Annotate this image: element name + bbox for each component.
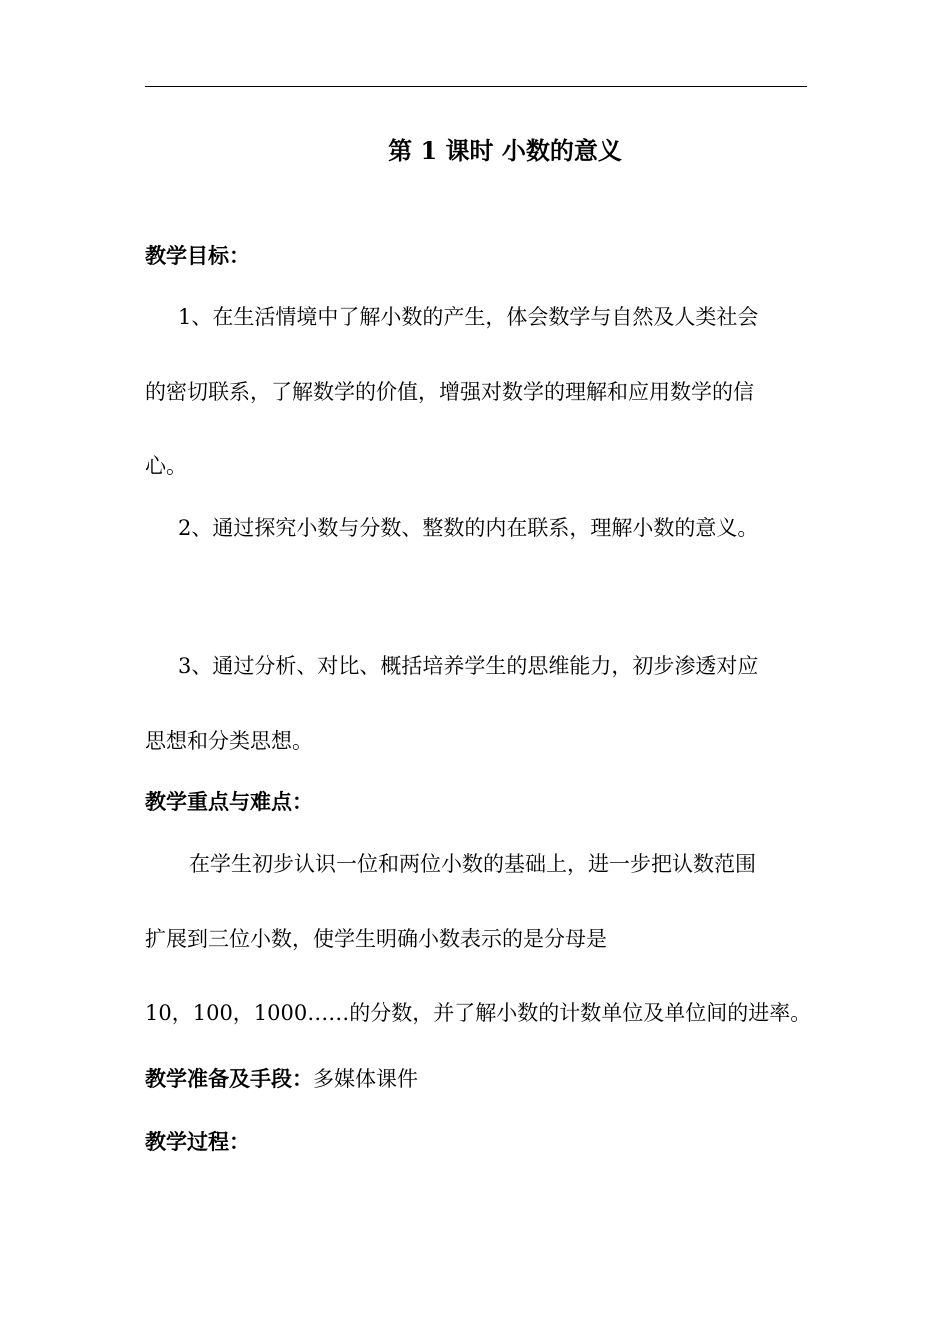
objective-2: 2、通过探究小数与分数、整数的内在联系，理解小数的意义。 bbox=[178, 516, 759, 540]
objective-1-line-1: 1、在生活情境中了解小数的产生，体会数学与自然及人类社会 bbox=[178, 305, 759, 329]
key-points-line-3: 10，100，1000……的分数，并了解小数的计数单位及单位间的进率。 bbox=[145, 1001, 812, 1025]
objectives-heading: 教学目标： bbox=[145, 243, 250, 268]
key-points-heading: 教学重点与难点： bbox=[145, 789, 313, 814]
header-rule bbox=[145, 86, 807, 87]
key-points-line-2: 扩展到三位小数，使学生明确小数表示的是分母是 bbox=[145, 927, 607, 951]
preparation-row bbox=[145, 1065, 418, 1093]
process-heading: 教学过程： bbox=[145, 1129, 250, 1154]
preparation-value: 多媒体课件 bbox=[313, 1067, 418, 1091]
objective-3-line-1: 3、通过分析、对比、概括培养学生的思维能力，初步渗透对应 bbox=[178, 654, 759, 678]
objective-1-line-3: 心。 bbox=[145, 454, 187, 478]
objective-3-line-2: 思想和分类思想。 bbox=[145, 729, 313, 753]
preparation-heading: 教学准备及手段： bbox=[145, 1066, 313, 1091]
key-points-line-1: 在学生初步认识一位和两位小数的基础上，进一步把认数范围 bbox=[189, 852, 756, 876]
lesson-title: 第 1 课时 小数的意义 bbox=[388, 136, 622, 165]
objective-1-line-2: 的密切联系，了解数学的价值，增强对数学的理解和应用数学的信 bbox=[145, 380, 754, 404]
